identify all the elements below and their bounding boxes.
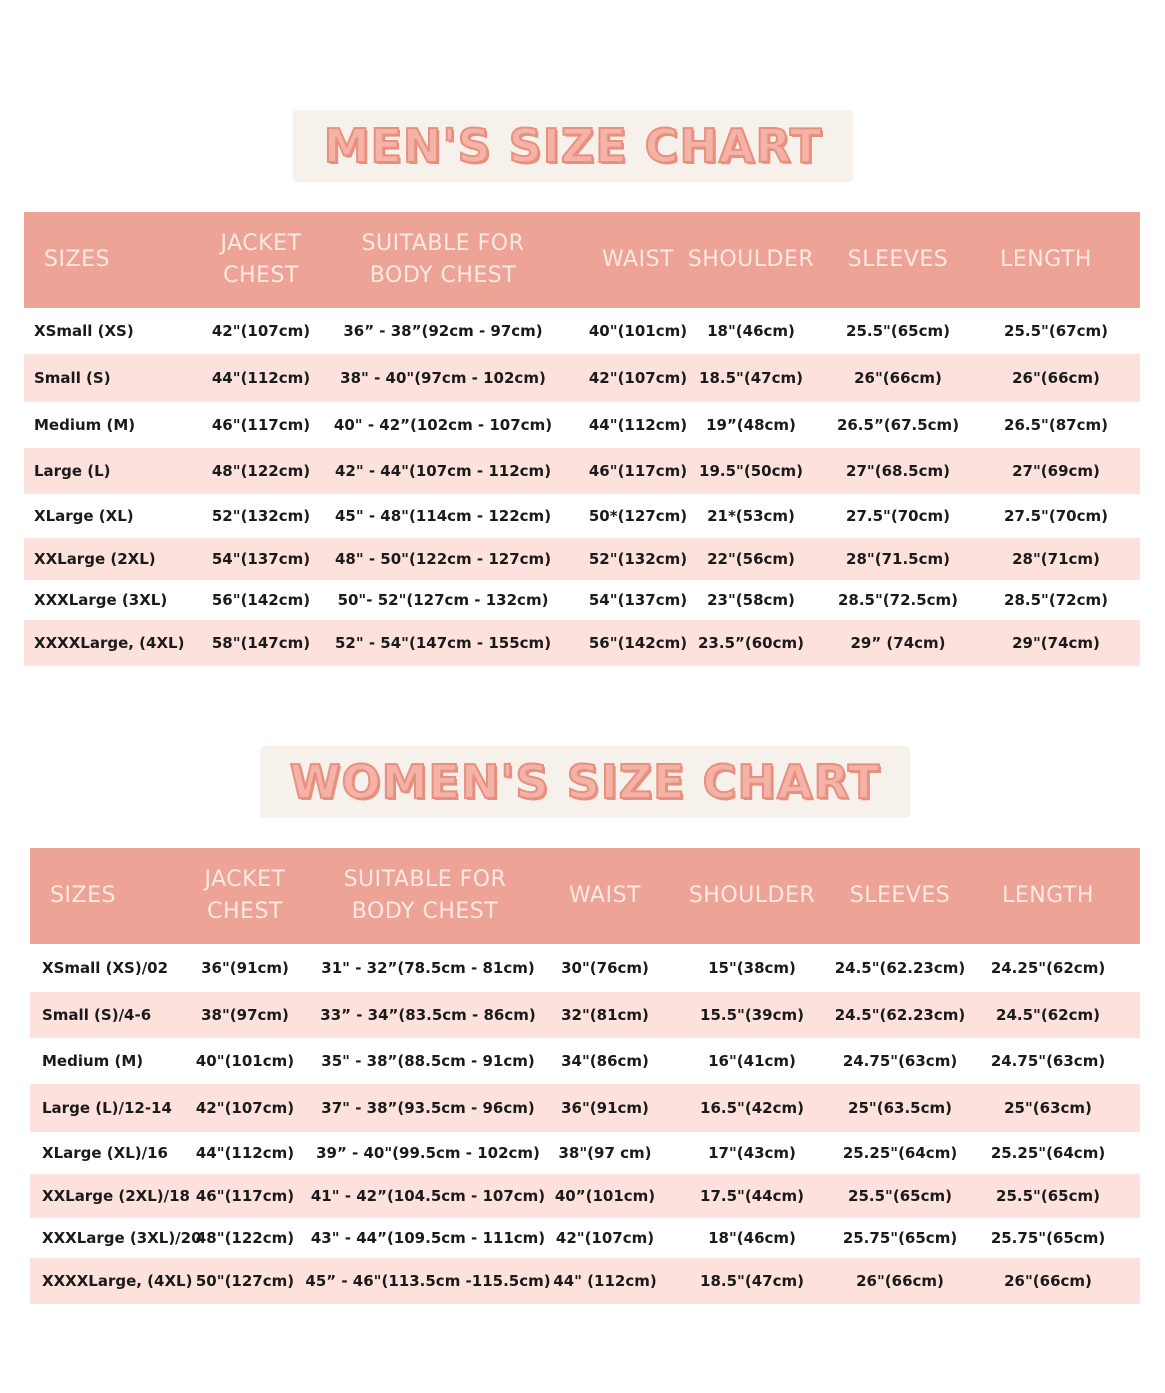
- women-cell-sleeves: 25.75"(65cm): [842, 1229, 958, 1247]
- women-cell-body-chest: 37" - 38”(93.5cm - 96cm): [321, 1099, 535, 1117]
- women-table-row: [30, 1218, 1140, 1258]
- men-cell-body-chest: 52" - 54"(147cm - 155cm): [334, 634, 552, 652]
- women-cell-sizes: Large (L)/12-14: [42, 1099, 172, 1117]
- men-cell-sizes: Small (S): [34, 369, 111, 387]
- women-cell-sleeves: 26"(66cm): [856, 1272, 944, 1290]
- men-cell-shoulder: 23.5”(60cm): [698, 634, 804, 652]
- women-cell-waist: 44" (112cm): [553, 1272, 657, 1290]
- women-header-sleeves: SLEEVES: [849, 883, 951, 908]
- men-table-row: [24, 402, 1140, 448]
- women-cell-length: 25"(63cm): [1004, 1099, 1092, 1117]
- men-cell-sleeves: 28"(71.5cm): [846, 550, 950, 568]
- men-cell-jacket-chest: 54"(137cm): [211, 550, 311, 568]
- men-cell-sleeves: 29” (74cm): [850, 634, 946, 652]
- men-cell-jacket-chest: 42"(107cm): [211, 322, 311, 340]
- men-cell-length: 29"(74cm): [1012, 634, 1100, 652]
- men-cell-shoulder: 21*(53cm): [707, 507, 795, 525]
- women-cell-sizes: Small (S)/4-6: [42, 1006, 152, 1024]
- women-rows: [30, 944, 1140, 1304]
- women-cell-sleeves: 24.75"(63cm): [842, 1052, 958, 1070]
- men-cell-length: 26.5"(87cm): [1004, 416, 1108, 434]
- men-cell-sizes: XLarge (XL): [34, 507, 134, 525]
- men-cell-body-chest: 38" - 40"(97cm - 102cm): [340, 369, 546, 387]
- women-cell-shoulder: 16"(41cm): [708, 1052, 796, 1070]
- women-cell-length: 25.5"(65cm): [996, 1187, 1100, 1205]
- women-cell-body-chest: 39” - 40"(99.5cm - 102cm): [316, 1144, 540, 1162]
- men-table-row: [24, 448, 1140, 494]
- men-cell-shoulder: 18.5"(47cm): [699, 369, 803, 387]
- women-cell-body-chest: 45” - 46"(113.5cm -115.5cm): [305, 1272, 551, 1290]
- women-cell-length: 24.75"(63cm): [990, 1052, 1106, 1070]
- men-header-body-chest: SUITABLE FOR BODY CHEST: [361, 231, 525, 288]
- women-cell-sizes: XXXXLarge, (4XL): [42, 1272, 193, 1290]
- men-cell-waist: 54"(137cm): [588, 591, 688, 609]
- men-cell-jacket-chest: 44"(112cm): [211, 369, 311, 387]
- men-cell-waist: 46"(117cm): [588, 462, 688, 480]
- women-cell-shoulder: 17.5"(44cm): [700, 1187, 804, 1205]
- women-cell-body-chest: 35" - 38”(88.5cm - 91cm): [321, 1052, 535, 1070]
- women-table-row: [30, 944, 1140, 992]
- women-table-row: [30, 1084, 1140, 1132]
- men-cell-sleeves: 26.5”(67.5cm): [836, 416, 960, 434]
- men-size-chart: [24, 212, 1140, 666]
- women-title-box: [260, 746, 910, 818]
- women-cell-body-chest: 33” - 34”(83.5cm - 86cm): [320, 1006, 536, 1024]
- men-cell-shoulder: 19”(48cm): [706, 416, 796, 434]
- men-header-sleeves: SLEEVES: [847, 247, 949, 272]
- men-title: MEN'S SIZE CHART: [323, 119, 823, 173]
- women-header-waist: WAIST: [569, 883, 641, 908]
- women-cell-jacket-chest: 36"(91cm): [201, 959, 289, 977]
- men-cell-sleeves: 26"(66cm): [854, 369, 942, 387]
- women-title: WOMEN'S SIZE CHART: [289, 755, 881, 809]
- women-header-row: [30, 848, 1140, 944]
- women-cell-jacket-chest: 50"(127cm): [195, 1272, 295, 1290]
- men-cell-jacket-chest: 46"(117cm): [211, 416, 311, 434]
- women-cell-shoulder: 18"(46cm): [708, 1229, 796, 1247]
- women-cell-waist: 34"(86cm): [561, 1052, 649, 1070]
- women-cell-length: 26"(66cm): [1004, 1272, 1092, 1290]
- men-header-shoulder: SHOULDER: [687, 247, 815, 272]
- women-header-shoulder: SHOULDER: [688, 883, 816, 908]
- women-cell-jacket-chest: 42"(107cm): [195, 1099, 295, 1117]
- women-cell-sizes: XSmall (XS)/02: [42, 959, 169, 977]
- women-cell-jacket-chest: 40"(101cm): [195, 1052, 295, 1070]
- women-cell-shoulder: 15.5"(39cm): [700, 1006, 804, 1024]
- women-cell-sleeves: 25"(63.5cm): [848, 1099, 952, 1117]
- women-cell-shoulder: 16.5"(42cm): [700, 1099, 804, 1117]
- men-cell-sizes: XXXXLarge, (4XL): [34, 634, 185, 652]
- men-table-row: [24, 308, 1140, 354]
- women-table-row: [30, 1258, 1140, 1304]
- men-cell-shoulder: 22"(56cm): [707, 550, 795, 568]
- women-cell-waist: 30"(76cm): [561, 959, 649, 977]
- men-cell-body-chest: 45" - 48"(114cm - 122cm): [334, 507, 552, 525]
- women-cell-sleeves: 24.5"(62.23cm): [834, 959, 966, 977]
- men-cell-waist: 40"(101cm): [588, 322, 688, 340]
- men-cell-waist: 44"(112cm): [588, 416, 688, 434]
- women-table-row: [30, 992, 1140, 1038]
- men-cell-waist: 42"(107cm): [588, 369, 688, 387]
- men-cell-shoulder: 19.5"(50cm): [699, 462, 803, 480]
- women-table-row: [30, 1174, 1140, 1218]
- women-header-jacket-chest: JACKET CHEST: [204, 867, 286, 924]
- men-table-row: [24, 580, 1140, 620]
- men-header-sizes: SIZES: [44, 247, 110, 272]
- men-cell-jacket-chest: 48"(122cm): [211, 462, 311, 480]
- women-table-row: [30, 1132, 1140, 1174]
- women-cell-jacket-chest: 38"(97cm): [201, 1006, 289, 1024]
- men-cell-jacket-chest: 58"(147cm): [211, 634, 311, 652]
- women-cell-shoulder: 18.5"(47cm): [700, 1272, 804, 1290]
- women-header-sizes: SIZES: [50, 883, 116, 908]
- women-cell-sizes: XLarge (XL)/16: [42, 1144, 168, 1162]
- women-cell-jacket-chest: 48"(122cm): [195, 1229, 295, 1247]
- men-cell-waist: 56"(142cm): [588, 634, 688, 652]
- men-table-row: [24, 494, 1140, 538]
- men-header-length: LENGTH: [1000, 247, 1092, 272]
- women-cell-waist: 42"(107cm): [555, 1229, 655, 1247]
- men-cell-waist: 52"(132cm): [588, 550, 688, 568]
- women-cell-sleeves: 24.5"(62.23cm): [834, 1006, 966, 1024]
- men-cell-sleeves: 25.5"(65cm): [846, 322, 950, 340]
- men-cell-sleeves: 27.5"(70cm): [846, 507, 950, 525]
- women-cell-sizes: XXLarge (2XL)/18: [42, 1187, 190, 1205]
- men-header-waist: WAIST: [602, 247, 674, 272]
- men-cell-body-chest: 50"- 52"(127cm - 132cm): [337, 591, 549, 609]
- men-cell-sleeves: 27"(68.5cm): [846, 462, 950, 480]
- men-cell-waist: 50*(127cm): [588, 507, 688, 525]
- women-cell-body-chest: 31" - 32”(78.5cm - 81cm): [321, 959, 535, 977]
- men-cell-body-chest: 42" - 44"(107cm - 112cm): [334, 462, 552, 480]
- men-cell-sizes: XXXLarge (3XL): [34, 591, 168, 609]
- women-cell-jacket-chest: 46"(117cm): [195, 1187, 295, 1205]
- women-cell-jacket-chest: 44"(112cm): [195, 1144, 295, 1162]
- men-cell-length: 25.5"(67cm): [1004, 322, 1108, 340]
- men-cell-body-chest: 40" - 42”(102cm - 107cm): [333, 416, 553, 434]
- women-cell-shoulder: 15"(38cm): [708, 959, 796, 977]
- men-cell-jacket-chest: 56"(142cm): [211, 591, 311, 609]
- women-cell-body-chest: 43" - 44”(109.5cm - 111cm): [310, 1229, 546, 1247]
- women-cell-waist: 40”(101cm): [554, 1187, 656, 1205]
- women-table-row: [30, 1038, 1140, 1084]
- women-cell-sizes: Medium (M): [42, 1052, 144, 1070]
- men-cell-length: 27"(69cm): [1012, 462, 1100, 480]
- men-cell-shoulder: 18"(46cm): [707, 322, 795, 340]
- women-cell-length: 24.25"(62cm): [990, 959, 1106, 977]
- women-cell-sleeves: 25.25"(64cm): [842, 1144, 958, 1162]
- men-cell-sleeves: 28.5"(72.5cm): [837, 591, 959, 609]
- women-cell-length: 25.75"(65cm): [990, 1229, 1106, 1247]
- men-cell-body-chest: 36” - 38”(92cm - 97cm): [343, 322, 543, 340]
- women-cell-waist: 36"(91cm): [561, 1099, 649, 1117]
- women-cell-length: 24.5"(62cm): [996, 1006, 1100, 1024]
- women-cell-length: 25.25"(64cm): [990, 1144, 1106, 1162]
- women-header-body-chest: SUITABLE FOR BODY CHEST: [343, 867, 507, 924]
- men-cell-body-chest: 48" - 50"(122cm - 127cm): [334, 550, 552, 568]
- men-cell-length: 28"(71cm): [1012, 550, 1100, 568]
- men-cell-sizes: XXLarge (2XL): [34, 550, 156, 568]
- women-cell-sizes: XXXLarge (3XL)/20: [42, 1229, 202, 1247]
- men-cell-length: 26"(66cm): [1012, 369, 1100, 387]
- men-header-jacket-chest: JACKET CHEST: [220, 231, 302, 288]
- women-cell-body-chest: 41" - 42”(104.5cm - 107cm): [310, 1187, 546, 1205]
- men-table-row: [24, 620, 1140, 666]
- women-cell-sleeves: 25.5"(65cm): [848, 1187, 952, 1205]
- women-cell-waist: 32"(81cm): [561, 1006, 649, 1024]
- women-size-chart: [30, 848, 1140, 1304]
- men-cell-sizes: XSmall (XS): [34, 322, 134, 340]
- men-cell-shoulder: 23"(58cm): [707, 591, 795, 609]
- men-cell-sizes: Large (L): [34, 462, 111, 480]
- men-table-row: [24, 538, 1140, 580]
- men-header-row: [24, 212, 1140, 308]
- men-cell-jacket-chest: 52"(132cm): [211, 507, 311, 525]
- women-cell-waist: 38"(97 cm): [558, 1144, 652, 1162]
- men-title-box: [293, 110, 853, 182]
- men-cell-length: 27.5"(70cm): [1004, 507, 1108, 525]
- women-header-length: LENGTH: [1002, 883, 1094, 908]
- men-cell-sizes: Medium (M): [34, 416, 136, 434]
- men-cell-length: 28.5"(72cm): [1004, 591, 1108, 609]
- men-rows: [24, 308, 1140, 666]
- women-cell-shoulder: 17"(43cm): [708, 1144, 796, 1162]
- men-table-row: [24, 354, 1140, 402]
